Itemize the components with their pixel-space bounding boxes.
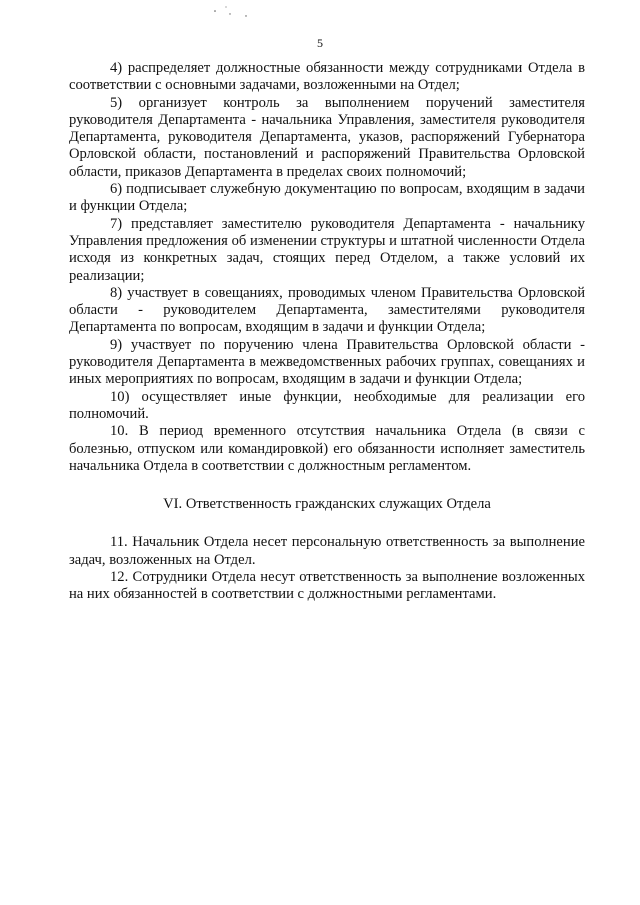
paragraph-clause-12: 12. Сотрудники Отдела несут ответственность за выполнение возложенных на них обязанностей в соответствии с должностными регламентами. — [69, 569, 585, 603]
section-heading: VI. Ответственность гражданских служащих Отдела — [163, 496, 491, 513]
paragraph-clause-10: 10. В период временного отсутствия начальника Отдела (в связи с болезнью, отпуском или командировкой) его обязанности исполняет заместитель начальника Отдела в соответствии с должностным регламентом. — [69, 423, 585, 474]
paragraph-item-9: 9) участвует по поручению члена Правительства Орловской области - руководителя Департамента в межведомственных рабочих группах, совещаниях и иных мероприятиях по вопросам, входящим в задачи и функции Отдела; — [69, 336, 585, 388]
paragraph-item-5: 5) организует контроль за выполнением поручений заместителя руководителя Департамента - начальника Управления, заместителя руководителя Департамента, руководителя Департамента, указов, распоряжений Губернатора Орловской области, постановлений и распоряжений Правительства Орловской области, приказов Департамента в пределах своих полномочий; — [69, 94, 585, 180]
paragraph-clause-11: 11. Начальник Отдела несет персональную ответственность за выполнение задач, возложенных на Отдел. — [69, 534, 585, 568]
paragraph-item-7: 7) представляет заместителю руководителя Департамента - начальнику Управления предложения об изменении структуры и штатной численности Отдела исходя из конкретных задач, стоящих перед Отделом, а также условий их реализации; — [69, 215, 585, 284]
paragraph-item-4: 4) распределяет должностные обязанности между сотрудниками Отдела в соответствии с основными задачами, возложенными на Отдел; — [69, 60, 585, 94]
spacer — [69, 513, 585, 534]
paragraph-item-6: 6) подписывает служебную документацию по вопросам, входящим в задачи и функции Отдела; — [69, 181, 585, 215]
document-body — [69, 60, 585, 604]
paragraph-item-10: 10) осуществляет иные функции, необходимые для реализации его полномочий. — [69, 388, 585, 422]
scan-specks — [212, 4, 252, 18]
page-number: 5 — [317, 36, 323, 50]
paragraph-item-8: 8) участвует в совещаниях, проводимых членом Правительства Орловской области - руководителем Департамента, заместителями руководителя Департамента по вопросам, входящим в задачи и функции Отдела; — [69, 284, 585, 336]
spacer — [69, 475, 585, 496]
